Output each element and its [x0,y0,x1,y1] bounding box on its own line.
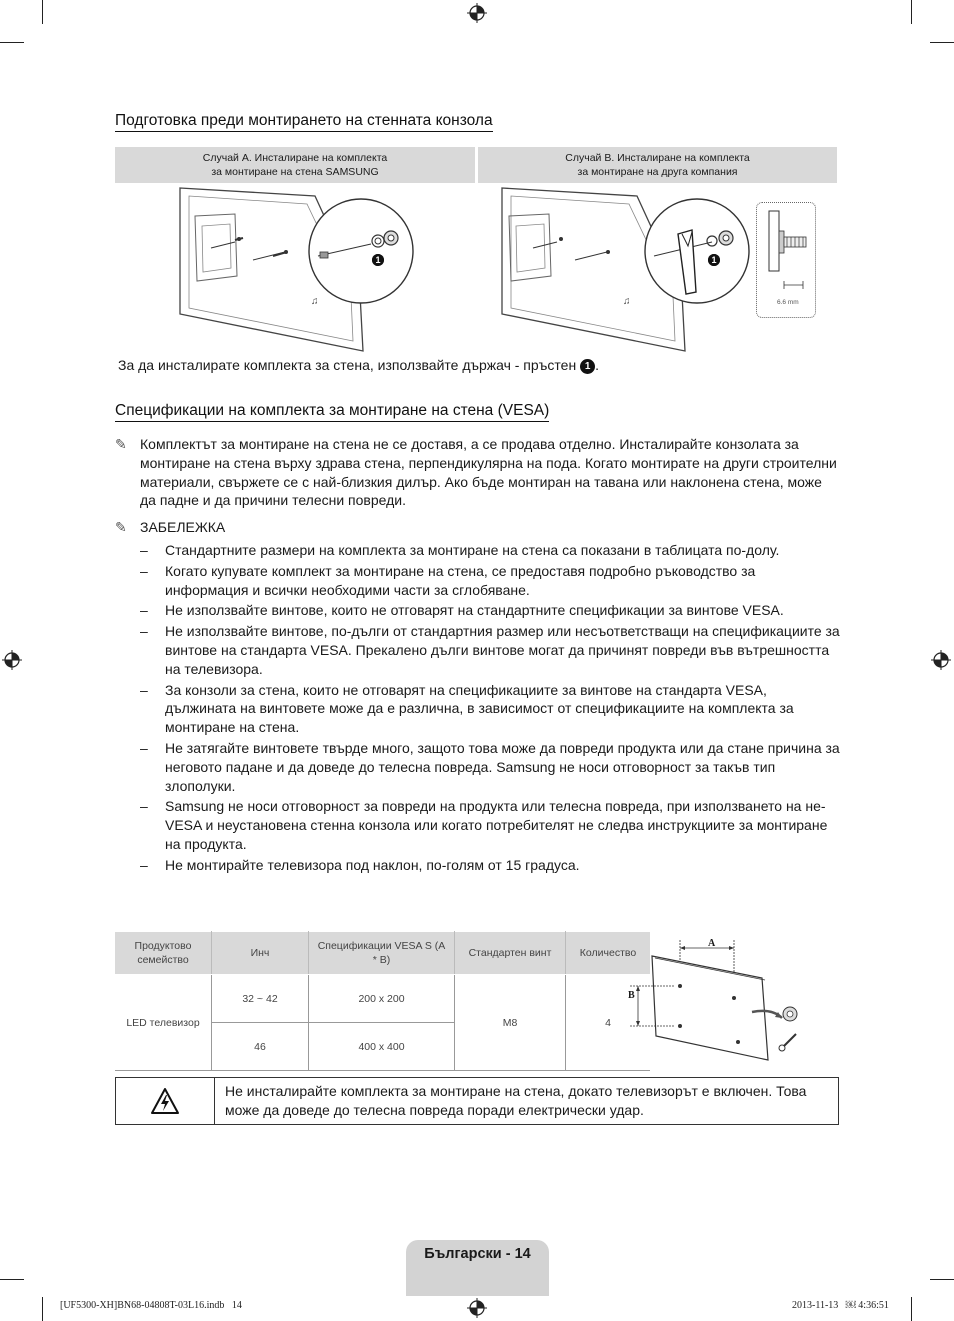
pencil-note-icon: ✎ [115,519,127,535]
screw-detail-icon [757,203,815,293]
section-title-vesa: Спецификации на комплекта за монтиране на стена (VESA) [115,402,549,422]
bullet-dash: – [140,602,148,619]
bullet-dash: – [140,542,148,558]
ring-holder-text: За да инсталирате комплекта за стена, използвайте държач - пръстен [118,357,577,373]
page-number: Български - 14 [424,1246,531,1262]
cell-vesa: 200 x 200 [309,975,455,1023]
list-item: – Не затягайте винтовете твърде много, защото това може да повреди продукта или да стане причина за неговото падане и да доведе до телесна повреда. Samsung не носи отговорност за такъв тип злополуки. [140,739,840,794]
crop-mark [930,1279,954,1280]
case-a-callout-number: 1 [372,254,384,266]
note-wall-mount-sold-separately [115,435,840,510]
case-a-zoom-circle [306,196,416,306]
high-voltage-warning-icon [150,1087,180,1115]
case-a-header [115,147,475,183]
header-inch: Инч [212,932,309,975]
list-item: – Samsung не носи отговорност за повреди на продукта или телесна повреда, при използването на не-VESA и неустановена стенна конзола или когато потребителят не следва инструкциите за монтиране на продукта. [140,798,828,852]
screw-detail-box [756,202,816,318]
ring-holder-number: 1 [580,359,595,374]
ring-holder-note [118,356,599,375]
cell-qty: 4 [566,975,651,1071]
bullet-dash: – [140,856,148,873]
case-b-line1: Случай B. Инсталиране на комплекта [565,152,750,164]
vesa-diagram [624,938,814,1068]
warning-text: Не инсталирайте комплекта за монтиране на стена, докато телевизорът е включен. Това може да доведе до телесна повреда поради електрически удар. [225,1083,807,1118]
cell-family: LED телевизор [115,975,212,1071]
crop-mark [0,42,24,43]
screw-dimension-label: 6.6 mm [777,299,799,306]
bullet-dash: – [140,798,148,815]
cell-inch: 32 ~ 42 [212,975,309,1023]
cell-vesa: 400 x 400 [309,1023,455,1071]
warning-icon-cell [116,1078,215,1124]
list-item: – Не използвайте винтове, по-дълги от стандартния размер или несъответстващи на спецификациите за винтове на стандарта VESA. Прекалено дълги винтове могат да причинят повреди във вътрешността на телевизора. [140,623,840,677]
electric-shock-warning [115,1077,839,1125]
case-b-line2: за монтиране на друга компания [577,166,738,178]
registration-mark-icon [467,3,487,23]
crop-mark [42,0,43,24]
case-b-callout-number: 1 [708,254,720,266]
bullet-dash: – [140,739,148,756]
note-bullet-list [140,541,840,877]
crop-mark [911,1297,912,1321]
svg-text:♫: ♫ [311,296,319,307]
pencil-note-icon: ✎ [115,436,127,452]
vesa-spec-table [115,931,650,1071]
table-header-row [115,932,650,975]
table-row [115,975,650,1023]
list-item: – Когато купувате комплект за монтиране на стена, се предоставя подробно ръководство за информация и всички необходими части за сглобяване. [140,562,756,598]
page-number-tab [406,1240,549,1296]
case-b-zoom-circle [642,196,752,306]
ring-holder-period: . [595,357,599,373]
list-item: – Не монтирайте телевизора под наклон, по-голям от 15 градуса. [140,856,580,873]
svg-text:♫: ♫ [623,296,631,307]
bullet-dash: – [140,562,148,579]
vesa-label-b: B [628,990,635,1001]
note-text: Комплектът за монтиране на стена не се доставя, а се продава отделно. Инсталирайте конзолата за монтиране на стена върху здрава стена, перпендикулярна на пода. Когато монтирате на други строителни материали, свържете се с най-близкия дилър. Ако бъде монтиран на тавана или наклонена стена, може да падне и да причини телесни повреди. [140,436,837,509]
crop-mark [42,1297,43,1321]
header-vesa: Спецификации VESA S (A * B) [309,932,455,975]
case-a-line2: за монтиране на стена SAMSUNG [211,166,379,178]
crop-mark [0,1279,24,1280]
vesa-label-a: A [708,938,716,949]
header-screw: Стандартен винт [455,932,566,975]
footer-file-info: [UF5300-XH]BN68-04808T-03L16.indb 14 [60,1300,242,1311]
registration-mark-icon [931,650,951,670]
case-a-line1: Случай А. Инсталиране на комплекта [202,152,388,164]
bullet-dash: – [140,623,148,640]
note-label-row [115,518,840,537]
list-item: – За конзоли за стена, които не отговарят на спецификациите за винтове на стандарта VESA, дължината на винтовете може да е различна, в зависимост от спецификациите на комплекта за монтиране на стена. [140,681,794,736]
crop-mark [911,0,912,24]
list-item: – Не използвайте винтове, които не отговарят на стандартните спецификации за винтове VESA. [140,602,784,619]
cell-screw: M8 [455,975,566,1071]
header-product-family: Продуктово семейство [115,932,212,975]
bullet-dash: – [140,681,148,698]
list-item: – Стандартните размери на комплекта за монтиране на стена са показани в таблицата по-долу. [140,542,780,558]
header-qty: Количество [566,932,651,975]
vesa-tv-back-illustration [624,938,814,1068]
registration-mark-icon [467,1298,487,1318]
note-label: ЗАБЕЛЕЖКА [140,519,226,535]
case-b-header [478,147,837,183]
cell-inch: 46 [212,1023,309,1071]
crop-mark [930,42,954,43]
footer-timestamp: 2013-11-13 ￼ 4:36:51 [792,1300,889,1311]
section-title-preparation: Подготовка преди монтирането на стенната конзола [115,112,493,132]
registration-mark-icon [2,650,22,670]
